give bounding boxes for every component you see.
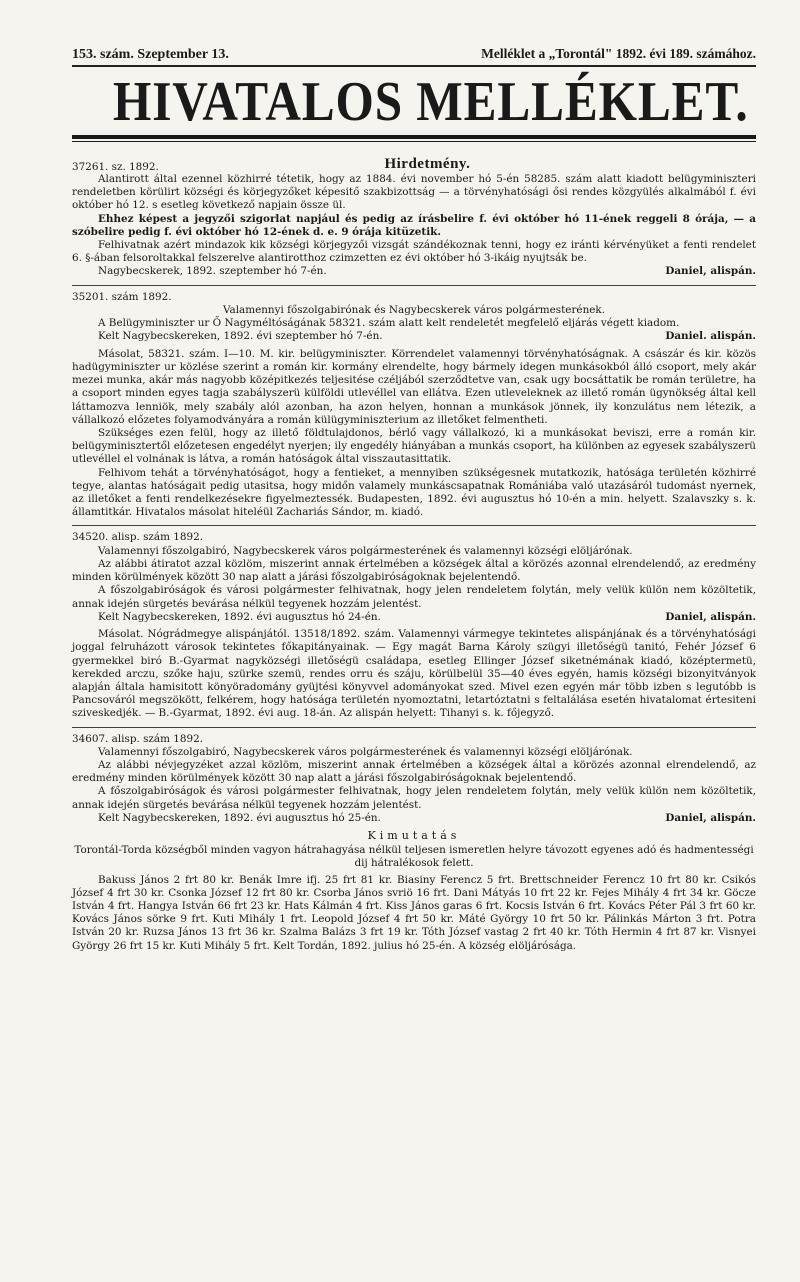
notice-section-2 bbox=[72, 291, 756, 520]
paragraph: Az alábbi névjegyzéket azzal közlöm, miszerint annak értelmében a községek által a körözés azonnal elrendelendő, az eredmény minden körülmények között 30 nap alatt a járási főszolgabiróságoknak bejelentendő. bbox=[72, 758, 756, 785]
addressee: Valamennyi főszolgabiró, Nagybecskerek város polgármesterének és valamennyi községi elöljárónak. bbox=[98, 745, 633, 758]
signature: Daniel, alispán. bbox=[665, 610, 756, 623]
list-title: Kimutatás bbox=[367, 829, 461, 843]
running-header bbox=[72, 40, 756, 63]
notice-section-1 bbox=[72, 156, 756, 279]
date-line: Nagybecskerek, 1892. szeptember hó 7-én. bbox=[98, 265, 327, 278]
masthead-rule-thick bbox=[72, 135, 756, 139]
reference-number: 35201. szám 1892. bbox=[72, 290, 172, 303]
notice-title: Hirdetmény. bbox=[384, 156, 471, 172]
reference-number: 34607. alisp. szám 1892. bbox=[72, 732, 203, 745]
reference-number: 37261. sz. 1892. bbox=[72, 161, 159, 173]
signature: Daniel, alispán. bbox=[665, 265, 756, 278]
supplement-note: Melléklet a „Torontál" 1892. évi 189. számához. bbox=[481, 46, 756, 61]
document-page bbox=[72, 40, 756, 953]
section-divider bbox=[72, 727, 756, 728]
signature: Daniel, alispán. bbox=[665, 811, 756, 824]
section-divider bbox=[72, 525, 756, 526]
notice-section-3 bbox=[72, 531, 756, 720]
date-signature-line bbox=[72, 611, 756, 624]
copy-paragraph: Másolat. Nógrádmegye alispánjától. 13518/1892. szám. Valamennyi vármegye tekintetes alispánjának és a törvényhatósági joggal felruházott városok tekintetes főkapitányainak. — Egy magát Barna Károly szügyi illetőségü tanitó, Fehér József 6 gyermekkel biró B.-Gyarmat nagyközségi illetőségü családapa, esetleg Ellinger József siketnémának kiadó, középtermetü, kerekded arczu, szőke haju, szürke szemü, rendes orru és száju, körülbelül 35—40 éves egyén, hamis községi bizonyitványok alapján általa hamisitott könyöradomány gyüjtési könyvvel adományokat szed. Mivel ezen egyén már több izben s legutóbb is Pancsováról megszökött, felkérem, hogy hatósága területén nyomoztatni, letartóztatni s feltalálása esetén hivatalomat értesiteni sziveskedjék. — B.-Gyarmat, 1892. évi aug. 18-án. Az alispán helyett: Tihanyi s. k. főjegyző. bbox=[72, 628, 756, 720]
copy-paragraph: Felhivom tehát a törvényhatóságot, hogy a fentieket, a mennyiben szükségesnek mutatkozik, hatósága területén közhirré tegye, alantas hatóságait pedig utasitsa, hogy midőn valamely munkáscsapatnak Romániába való utazásáról tudomást nyernek, az illetőket a fenti rendelkezésekre figyelmeztessék. Budapesten, 1892. évi augusztus hó 10-én a min. helyett. Szalavszky s. k. államtitkár. Hivatalos másolat hiteléül Zachariás Sándor, m. kiadó. bbox=[72, 466, 756, 519]
paragraph: Alantirott által ezennel közhirré tétetik, hogy az 1884. évi november hó 5-én 58285. szám alatt kiadott belügyminiszteri rendeletben körülirt községi és körjegyzőket képesitő szakbizottság — a törvényhatósági ősi rendes közgyülés alkalmából f. évi október hó 12. s esetleg következő napjain össze ül. bbox=[72, 173, 756, 212]
copy-paragraph: Szükséges ezen felül, hogy az illető földtulajdonos, bérlő vagy vállalkozó, ki a munkásokat beviszi, erre a román kir. belügyminisztertől előzetesen engedélyt nyerjen; ily engedély hiányában a munkás csoport, ha különben az egyesek szabályszerü utlevéllel el volnának is látva, a román hatóságok által visszautasittatik. bbox=[72, 427, 756, 466]
date-signature-line bbox=[72, 265, 756, 278]
addressee: Valamennyi főszolgabiró, Nagybecskerek város polgármesterének és valamennyi községi elöljárónak. bbox=[98, 544, 633, 557]
copy-paragraph: Másolat, 58321. szám. I—10. M. kir. belügyminiszter. Körrendelet valamennyi törvényhatóságnak. A császár és kir. közös hadügyminiszter ur közlése szerint a román kir. kormány elrendelte, hogy bármely idegen munkásokból álló csoport, mely akár mezei munka, akár más nagyobb középitkezés teljesitése czéljából szerződtetve van, csak ugy bocsáttatik be román területre, ha a csoport minden egyes tagja szabályszerü külföldi utlevéllel van ellátva. Ezen utleveleknek az illető román ügynökség által kell láttamozva lenniök, mely szabály alól azonban, ha azon helyen, honnan a munkások jönnek, ily konzulátus nem létezik, a vállalkozó előzetes folyamodványára a román külügyminiszterium az illetőket felmentheti. bbox=[72, 347, 756, 426]
paragraph-bold: A főszolgabiróságok és városi polgármester felhivatnak, hogy jelen rendeletem folytán, mely velük külön nem közöltetik, annak idején sürgetés bevárása nélkül tegyenek hozzám jelentést. bbox=[72, 785, 756, 811]
paragraph: Az alábbi átiratot azzal közlöm, miszerint annak értelmében a községek által a körözés azonnal elrendelendő, az eredmény minden körülmények között 30 nap alatt a járási főszolgabiróságoknak bejelentendő. bbox=[72, 557, 756, 584]
header-rule bbox=[72, 65, 756, 67]
paragraph: Felhivatnak azért mindazok kik községi körjegyzői vizsgát szándékoznak tenni, hogy ez iránti kérvényüket a fenti rendelet 6. §-ában felsoroltakkal felszerelve alantirotthoz czimzetten ez évi október hó 3-ikáig nyujtsák be. bbox=[72, 239, 756, 265]
date-line: Kelt Nagybecskereken, 1892. évi augusztus hó 25-én. bbox=[98, 811, 381, 824]
signature: Daniel. alispán. bbox=[665, 330, 756, 343]
paragraph: A Belügyminiszter ur Ő Nagyméltóságának 58321. szám alatt kelt rendeletét megfelelő eljárás végett kiadom. bbox=[98, 317, 680, 330]
section-heading bbox=[72, 156, 756, 173]
debtor-list: Bakuss János 2 frt 80 kr. Benák Imre ifj. 25 frt 81 kr. Biasiny Ferencz 5 frt. Brettschneider Ferencz 10 frt 80 kr. Csikós József 4 frt 30 kr. Csonka József 12 frt 80 kr. Csorba János svriö 16 frt. Dani Mátyás 10 frt 22 kr. Fejes Mihály 4 frt 34 kr. Göcze István 4 frt. Hangya István 66 frt 23 kr. Hats Kálmán 4 frt. Kiss János garas 6 frt. Kocsis István 6 frt. Kovács Péter Pál 3 frt 60 kr. Kovács János sörke 9 frt. Kuti Mihály 1 frt. Leopold József 4 frt 50 kr. Máté György 10 frt 50 kr. Pálinkás Márton 3 frt. Potra István 20 kr. Ruzsa János 13 frt 36 kr. Szalma Balázs 3 frt 19 kr. Tóth József vastag 2 frt 40 kr. Tóth Hermin 4 frt 87 kr. Visnyei György 26 frt 15 kr. Kuti Mihály 5 frt. Kelt Tordán, 1892. julius hó 25-én. A község elöljárósága. bbox=[72, 873, 756, 952]
reference-number: 34520. alisp. szám 1892. bbox=[72, 531, 203, 544]
date-signature-line bbox=[72, 812, 756, 825]
notice-section-4 bbox=[72, 733, 756, 953]
paragraph-bold: Ehhez képest a jegyzői szigorlat napjául és pedig az írásbelire f. évi október hó 11-ének reggeli 8 órája, — a szóbelire pedig f. évi október hó 12-ének d. e. 9 órája kitüzetik. bbox=[72, 212, 756, 238]
list-description: Torontál-Torda községből minden vagyon hátrahagyása nélkül teljesen ismeretlen helyre távozott egyenes adó és hadmentességi dij hátralékosok felett. bbox=[74, 844, 754, 870]
masthead-rule-thin bbox=[72, 141, 756, 142]
section-divider bbox=[72, 285, 756, 286]
paragraph-bold: A főszolgabiróságok és városi polgármester felhivatnak, hogy jelen rendeletem folytán, mely velük külön nem közöltetik, annak idején sürgetés bevárása nélkül tegyenek hozzám jelentést. bbox=[72, 584, 756, 610]
date-signature-line bbox=[72, 330, 756, 343]
addressee: Valamennyi főszolgabirónak és Nagybecskerek város polgármesterének. bbox=[222, 304, 606, 317]
masthead-title: HIVATALOS MELLÉKLET. bbox=[113, 71, 749, 133]
issue-number: 153. szám. Szeptember 13. bbox=[72, 47, 229, 62]
date-line: Kelt Nagybecskereken, 1892. évi augusztus hó 24-én. bbox=[98, 610, 381, 623]
date-line: Kelt Nagybecskereken, 1892. évi szeptember hó 7-én. bbox=[98, 330, 383, 343]
